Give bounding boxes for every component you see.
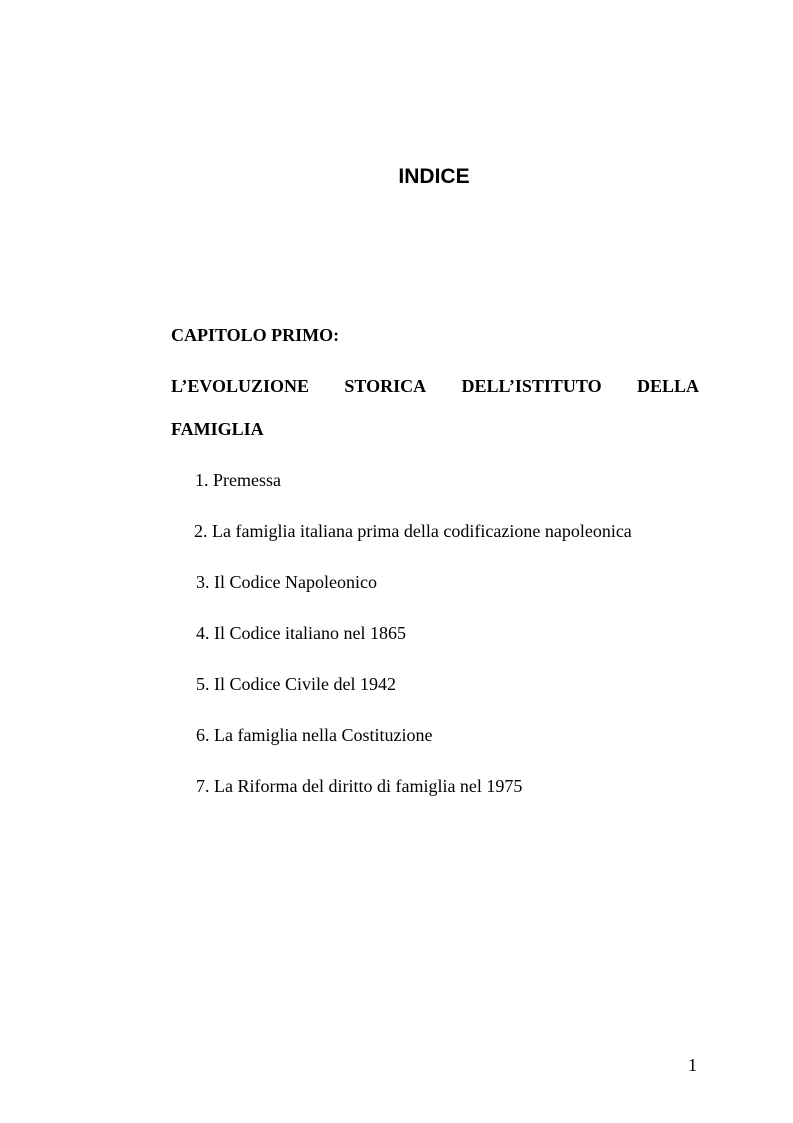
toc-item-premessa: 1. Premessa: [195, 470, 281, 490]
chapter-title-word: STORICA: [344, 376, 427, 396]
chapter-label: CAPITOLO PRIMO:: [171, 325, 340, 345]
chapter-title-word: DELL’ISTITUTO: [461, 376, 602, 396]
chapter-title-word: DELLA: [636, 376, 699, 396]
toc-item-codice-civile: 5. Il Codice Civile del 1942: [196, 674, 396, 694]
toc-item-famiglia-italiana: 2. La famiglia italiana prima della codificazione napoleonica: [194, 521, 632, 541]
chapter-title-line-2: FAMIGLIA: [171, 419, 264, 439]
toc-item-riforma: 7. La Riforma del diritto di famiglia nel 1975: [196, 776, 523, 796]
chapter-title-word: L’EVOLUZIONE: [171, 376, 310, 396]
toc-item-codice-italiano: 4. Il Codice italiano nel 1865: [196, 623, 406, 643]
chapter-title-line-1: [171, 375, 699, 397]
page-title: INDICE: [398, 165, 470, 188]
toc-item-codice-napoleonico: 3. Il Codice Napoleonico: [196, 572, 377, 592]
toc-item-costituzione: 6. La famiglia nella Costituzione: [196, 725, 433, 745]
page-number: 1: [688, 1055, 697, 1075]
